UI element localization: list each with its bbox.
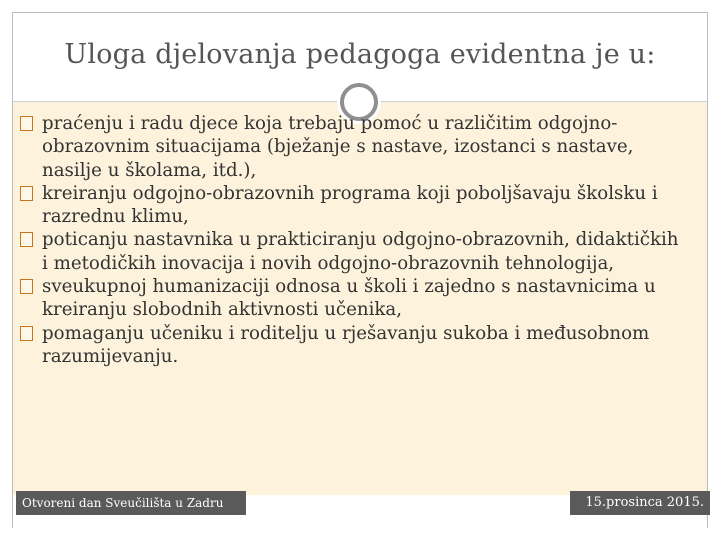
footer-event-label: Otvoreni dan Sveučilišta u Zadru	[16, 491, 246, 515]
bullet-marker-icon	[20, 186, 33, 201]
bullet-item	[20, 275, 680, 322]
bullet-text: sveukupnoj humanizaciji odnosa u školi i zajedno s nastavnicima u kreiranju slobodnih aktivnosti učenika,	[42, 276, 656, 321]
bullet-marker-icon	[20, 232, 33, 247]
bullet-list	[20, 112, 680, 368]
bullet-text: poticanju nastavnika u prakticiranju odgojno-obrazovnih, didaktičkih i metodičkih inovacija i novih odgojno-obrazovnih tehnologija,	[42, 229, 679, 274]
bullet-marker-icon	[20, 279, 33, 294]
bullet-item	[20, 112, 680, 182]
bullet-item	[20, 182, 680, 229]
bullet-item	[20, 228, 680, 275]
footer-date-label: 15.prosinca 2015.	[570, 491, 710, 515]
bullet-marker-icon	[20, 326, 33, 341]
bullet-text: praćenju i radu djece koja trebaju pomoć u različitim odgojno-obrazovnim situacijama (bježanje s nastave, izostanci s nastave, nasilje u školama, itd.),	[42, 113, 634, 181]
bullet-item	[20, 322, 680, 369]
bullet-marker-icon	[20, 116, 33, 131]
slide-title: Uloga djelovanja pedagoga evidentna je u:	[64, 39, 656, 70]
bullet-text: kreiranju odgojno-obrazovnih programa koji poboljšavaju školsku i razrednu klimu,	[42, 182, 658, 228]
bullet-text: pomaganju učeniku i roditelju u rješavanju sukoba i međusobnom razumijevanju.	[42, 322, 650, 367]
